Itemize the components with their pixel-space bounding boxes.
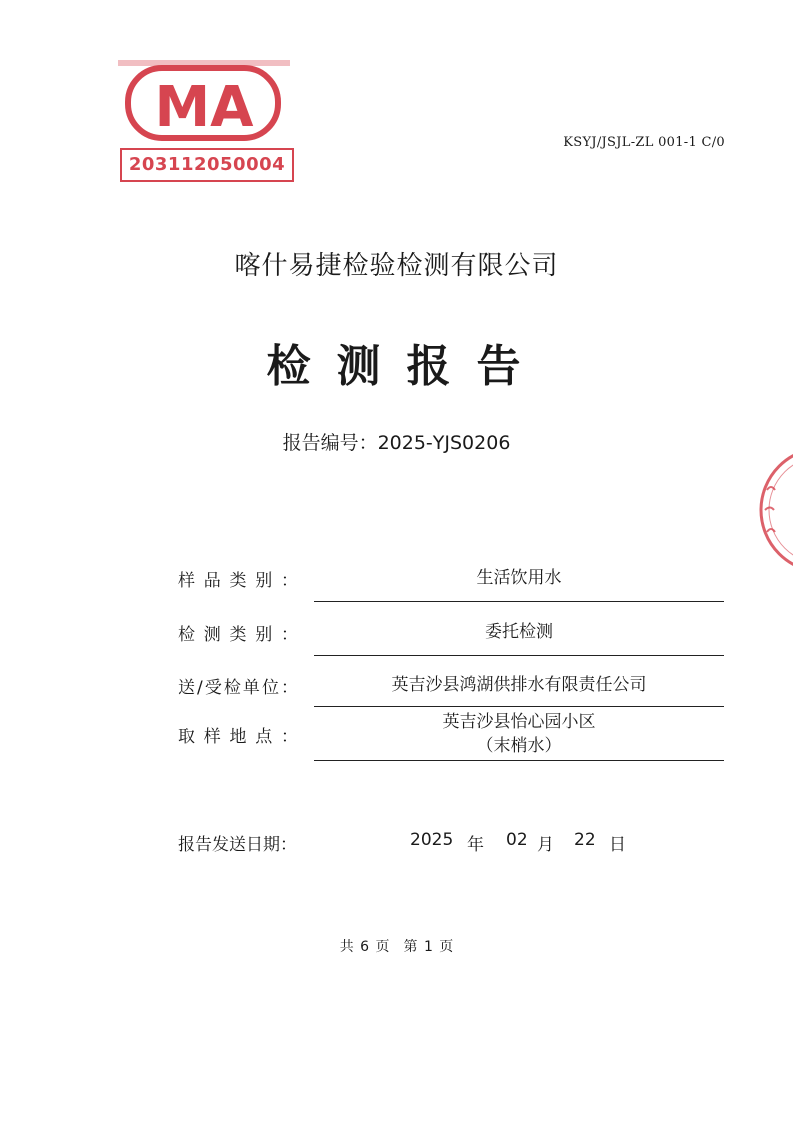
field-value-sampling-location-note: （末梢水） bbox=[476, 736, 562, 756]
report-number: 报告编号：2025-YJS0206 bbox=[282, 432, 511, 454]
field-underline bbox=[314, 760, 724, 761]
report-date-day: 22 bbox=[574, 830, 596, 850]
field-value-sample-category: 生活饮用水 bbox=[476, 568, 562, 588]
report-date-year: 2025 bbox=[410, 830, 454, 850]
report-date-label: 报告发送日期： bbox=[178, 835, 297, 855]
report-date-year-unit: 年 bbox=[467, 835, 484, 855]
document-code: KSYJ/JSJL-ZL 001-1 C/0 bbox=[563, 135, 725, 150]
field-label-sampling-location: 取样地点： bbox=[178, 727, 298, 747]
company-name: 喀什易捷检验检测有限公司 bbox=[234, 251, 559, 281]
report-date-month-unit: 月 bbox=[537, 835, 554, 855]
field-underline bbox=[314, 706, 724, 707]
field-value-sampling-location: 英吉沙县怡心园小区 bbox=[442, 712, 596, 732]
report-title: 检测报告 bbox=[266, 341, 547, 392]
field-label-test-category: 检测类别： bbox=[178, 625, 298, 645]
report-date-day-unit: 日 bbox=[609, 835, 626, 855]
official-seal-partial bbox=[753, 440, 793, 580]
field-underline bbox=[314, 655, 724, 656]
field-label-client-unit: 送/受检单位： bbox=[178, 678, 298, 698]
ma-logo-text: MA bbox=[154, 75, 254, 140]
page-info: 共 6 页 第 1 页 bbox=[339, 939, 454, 955]
field-underline bbox=[314, 601, 724, 602]
field-label-sample-category: 样品类别： bbox=[178, 571, 298, 591]
field-value-client-unit: 英吉沙县鸿湖供排水有限责任公司 bbox=[391, 675, 647, 695]
ma-stamp-number: 203112050004 bbox=[120, 148, 294, 182]
report-date-month: 02 bbox=[506, 830, 528, 850]
field-value-test-category: 委托检测 bbox=[485, 622, 553, 642]
